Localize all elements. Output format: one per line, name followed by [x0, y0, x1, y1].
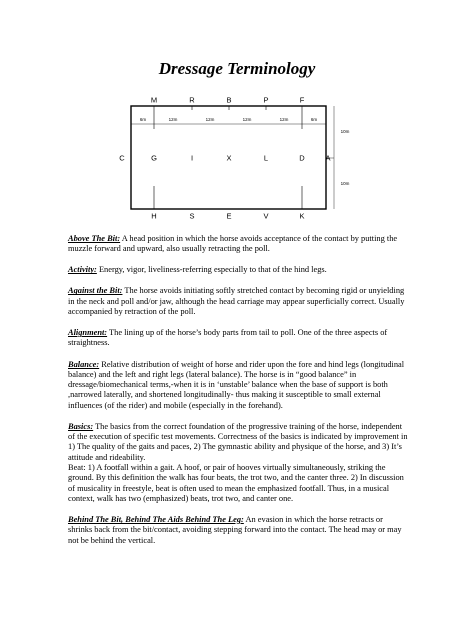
side-distance-2: 10m: [340, 180, 350, 186]
definition-text: An evasion in which the horse retracts or shrinks back from the bit/contact, avoiding stepping forward into the contact. The head may or may not be behind the vertical.: [68, 515, 402, 545]
letter-e: E: [226, 211, 232, 221]
term-label: Behind The Bit, Behind The Aids Behind The Leg:: [68, 515, 244, 525]
definition-text: The basics from the correct foundation of the progressive training of the horse, independent of the execution of specific test movements. Correctness of the basics is indicated by improvement in 1) The quality of the gaits and paces, 2) The gymnastic ability and physique of the horse, and 3) It’s attitude and rideability. Beat: 1) A footfall within a gait. A hoof, or pair of hooves virtually simultaneously, striking the ground. By this definition the walk has four beats, the trot two, and the canter three. 2) In discussion of musicality in freestyle, beat is often used to mean the emphasized footfall. Thus, in a musical context, walk has two (emphasized) beats, trot two, and canter one.: [68, 421, 408, 503]
letter-h: H: [151, 211, 157, 221]
entry-activity: [68, 265, 408, 275]
distance-1: 6m: [139, 116, 147, 122]
definition-text: The horse avoids initiating softly stretched contact by becoming rigid or unyielding in the neck and poll and/or jaw, although the head carriage may appear superficially correct. Usually accompanied by retraction of the poll.: [68, 286, 405, 317]
entry-basics: [68, 422, 408, 504]
dressage-arena-diagram: [116, 94, 360, 222]
definition-text: Energy, vigor, liveliness-referring especially to that of the hind legs.: [96, 265, 327, 275]
term-label: Basics:: [68, 421, 94, 431]
page-title: Dressage Terminology: [158, 59, 316, 78]
letter-g: G: [151, 153, 157, 163]
entry-behind-the-bit: [68, 515, 408, 546]
entry-against-the-bit: [68, 286, 408, 317]
letter-x: X: [226, 153, 232, 163]
distance-3: 12m: [205, 116, 215, 122]
entry-balance: [68, 360, 408, 411]
definitions-list: [68, 234, 408, 557]
distance-5: 12m: [279, 116, 289, 122]
term-label: Activity:: [68, 265, 97, 275]
definition-text: A head position in which the horse avoids acceptance of the contact by putting the muzzle forward and upward, also usually retracting the poll.: [68, 234, 398, 254]
letter-f: F: [299, 95, 305, 105]
letter-d: D: [299, 153, 305, 163]
entry-alignment: [68, 328, 408, 349]
term-label: Alignment:: [68, 328, 108, 338]
distance-4: 12m: [242, 116, 252, 122]
letter-a: A: [325, 153, 331, 163]
definition-text: The lining up of the horse’s body parts from tail to poll. One of the three aspects of straightness.: [68, 328, 388, 348]
letter-r: R: [189, 95, 195, 105]
distance-6: 6m: [310, 116, 318, 122]
definition-text: Relative distribution of weight of horse and rider upon the fore and hind legs (longitudinal balance) and the left and right legs (lateral balance). The horse is in “good balance” in dressage/biomechanical terms,-when it is in ‘unstable’ balance when the base of support is both ,narrowed laterally, and shortened longitudinally- thus making it susceptible to small external influences (of the rider) and mobile (especially in the forehand).: [68, 359, 405, 410]
letter-s: S: [189, 211, 195, 221]
term-label: Against the Bit:: [68, 286, 123, 296]
letter-i: I: [190, 153, 194, 163]
letter-l: L: [263, 153, 269, 163]
entry-above-the-bit: [68, 234, 408, 255]
side-distance-1: 10m: [340, 128, 350, 134]
distance-2: 12m: [168, 116, 178, 122]
letter-b: B: [226, 95, 232, 105]
letter-p: P: [263, 95, 269, 105]
term-label: Balance:: [68, 359, 100, 369]
letter-v: V: [263, 211, 269, 221]
letter-k: K: [299, 211, 305, 221]
letter-m: M: [150, 95, 158, 105]
term-label: Above The Bit:: [68, 234, 121, 243]
letter-c: C: [119, 153, 125, 163]
